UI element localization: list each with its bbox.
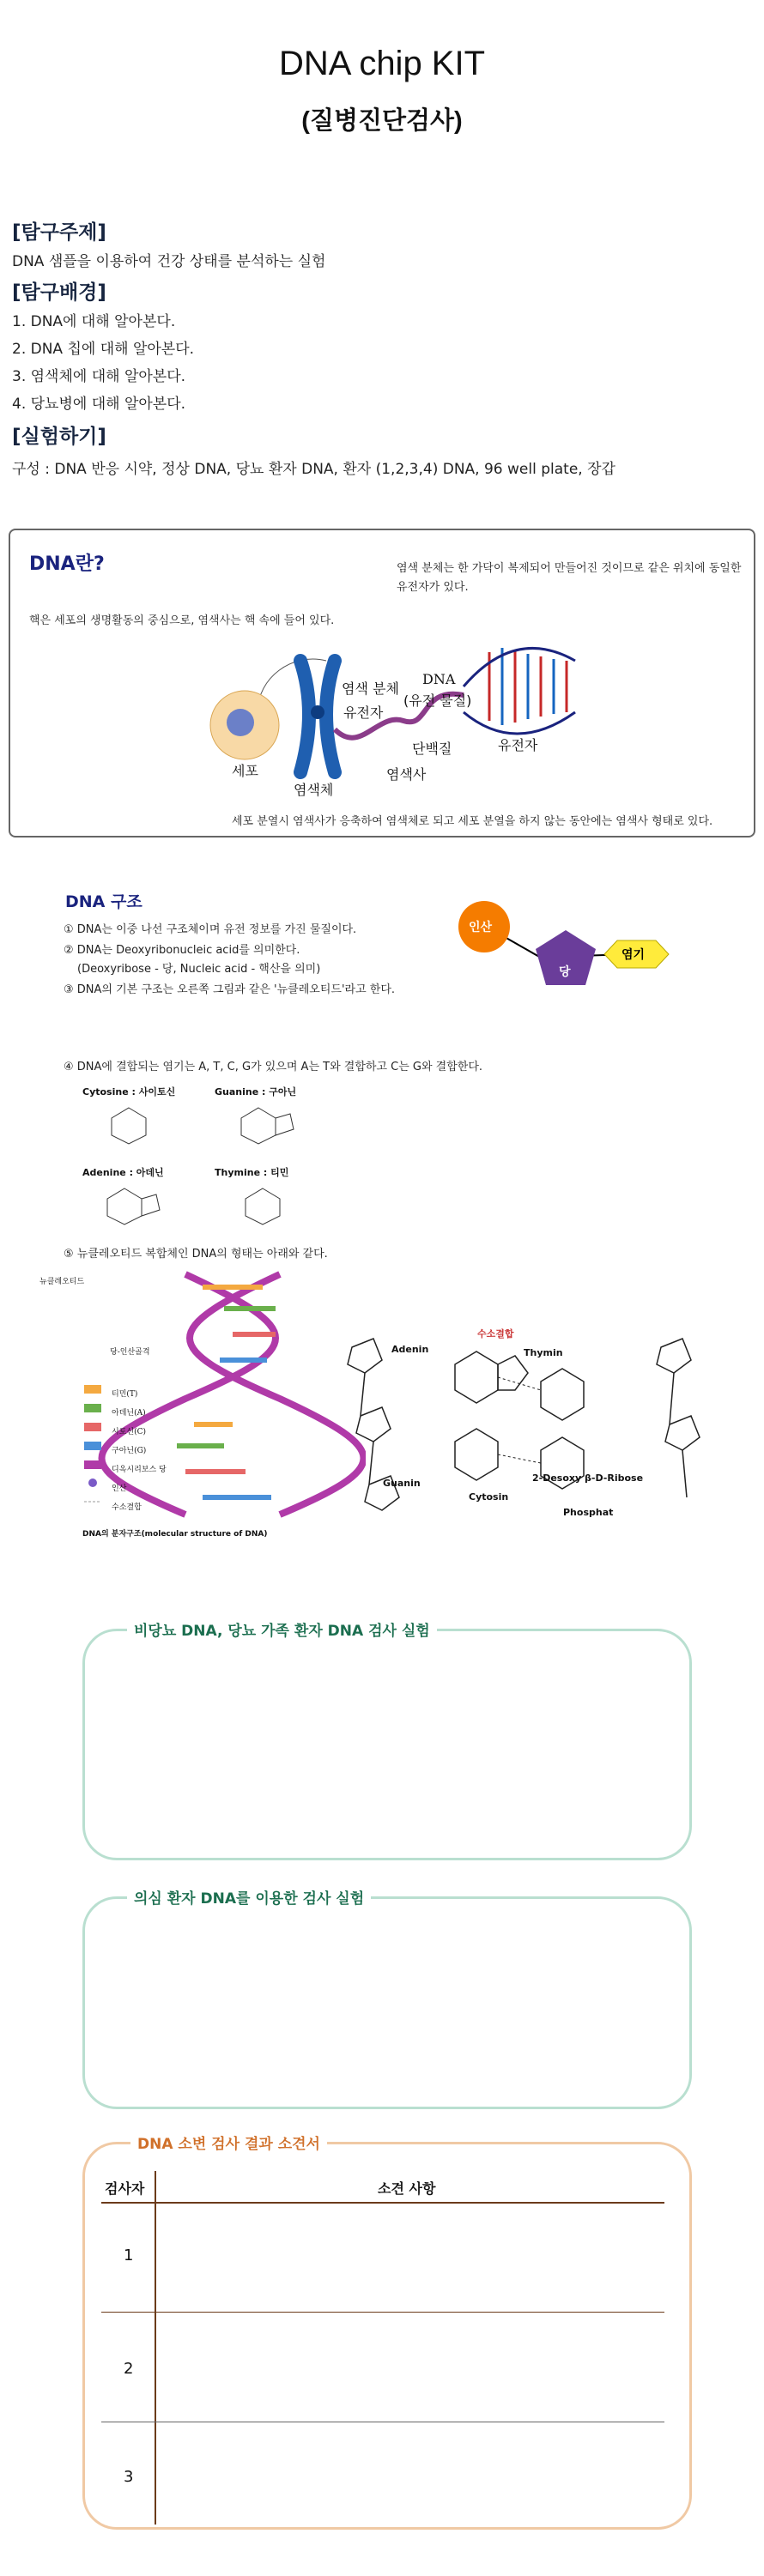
cytosine-structure-icon — [103, 1104, 155, 1146]
note-left: 핵은 세포의 생명활동의 중심으로, 염색사는 핵 속에 들어 있다. — [29, 614, 335, 627]
note-bottom: 세포 분열시 염색사가 응축하여 염색체로 되고 세포 분열을 하지 않는 동안에는 염색사 형태로 있다. — [232, 815, 713, 828]
legend-item: 시토신(C) — [112, 1428, 146, 1436]
mol-label-adenin: Adenin — [391, 1344, 429, 1355]
base-label-thymine: Thymine : 티민 — [215, 1167, 289, 1178]
result-frame-label: DNA 소변 검사 결과 소견서 — [130, 2132, 327, 2153]
nucleotide-base-label: 염기 — [622, 948, 646, 962]
experiment-text: 구성 : DNA 반응 시약, 정상 DNA, 당뇨 환자 DNA, 환자 (1,2,3,4) DNA, 96 well plate, 장갑 — [12, 461, 615, 478]
label-chromosome: 염색체 — [294, 782, 334, 798]
legend-item: 인산 — [112, 1485, 127, 1493]
experiment-heading: [실험하기] — [12, 426, 106, 448]
mol-label-thymin: Thymin — [524, 1347, 563, 1358]
nucleotide-sugar-label: 당 — [559, 965, 571, 979]
table-row-rule — [101, 2312, 664, 2313]
structure-point: ① DNA는 이중 나선 구조체이며 유전 정보를 가진 물질이다. — [64, 923, 357, 936]
label-protein: 단백질 — [412, 741, 452, 757]
legend-item: 구아닌(G) — [112, 1447, 147, 1455]
adenine-structure-icon — [103, 1184, 163, 1227]
legend-item: 디옥시리보스 당 — [112, 1466, 167, 1474]
structure-point-4: ④ DNA에 결합되는 염기는 A, T, C, G가 있으며 A는 T와 결합하고 C는 G와 결합한다. — [64, 1061, 483, 1073]
table-row-number: 1 — [124, 2246, 134, 2265]
label-cell: 세포 — [232, 763, 258, 779]
structure-point: ③ DNA의 기본 구조는 오른쪽 그림과 같은 '뉴클레오티드'라고 한다. — [64, 983, 396, 996]
background-item: 3. 염색체에 대해 알아본다. — [12, 368, 186, 385]
helix-label-backbone: 당-인산골격 — [110, 1348, 150, 1357]
base-label-guanine: Guanine : 구아닌 — [215, 1086, 297, 1098]
frame-2-label: 의심 환자 DNA를 이용한 검사 실험 — [127, 1886, 371, 1908]
label-dna: DNA — [422, 671, 456, 687]
background-item: 2. DNA 칩에 대해 알아본다. — [12, 341, 195, 358]
frame-1-label: 비당뇨 DNA, 당뇨 가족 환자 DNA 검사 실험 — [127, 1618, 437, 1640]
base-label-cytosine: Cytosine : 사이토신 — [82, 1086, 176, 1098]
background-item: 4. 당뇨병에 대해 알아본다. — [12, 396, 186, 413]
page-subtitle: (질병진단검사) — [301, 107, 463, 135]
table-row-number: 3 — [124, 2468, 134, 2486]
dna-structure-heading: DNA 구조 — [65, 892, 142, 911]
label-gene2: 유전자 — [498, 737, 538, 753]
structure-point: (Deoxyribose - 당, Nucleic acid - 핵산을 의미) — [77, 963, 321, 976]
helix-legend-swatches — [82, 1385, 105, 1519]
note-top: 염색 분체는 한 가닥이 복제되어 만들어진 것이므로 같은 위치에 동일한 유전자가 있다. — [397, 562, 742, 594]
table-header-examiner: 검사자 — [105, 2180, 145, 2197]
structure-point: ② DNA는 Deoxyribonucleic acid를 의미한다. — [64, 944, 300, 957]
helix-label-nucleotide: 뉴클레오티드 — [39, 1278, 85, 1286]
topic-text: DNA 샘플을 이용하여 건강 상태를 분석하는 실험 — [12, 253, 326, 270]
legend-item: 티민(T) — [112, 1390, 138, 1399]
experiment-frame-1 — [82, 1629, 692, 1860]
background-item: 1. DNA에 대해 알아본다. — [12, 313, 176, 330]
label-chromatid: 염색 분체 — [342, 680, 399, 697]
page-title: DNA chip KIT — [278, 45, 486, 82]
result-frame — [82, 2142, 692, 2530]
mol-label-guanin: Guanin — [383, 1478, 421, 1489]
legend-item: 수소결합 — [112, 1503, 142, 1512]
label-gene: 유전자 — [343, 704, 384, 721]
mol-label-cytosin: Cytosin — [469, 1491, 509, 1503]
label-chromatin: 염색사 — [386, 766, 427, 783]
guanine-structure-icon — [237, 1104, 297, 1146]
nucleotide-phosphate-label: 인산 — [469, 921, 493, 934]
table-header-rule — [101, 2202, 664, 2204]
table-row-number: 2 — [124, 2360, 134, 2378]
label-dna-sub: (유전 물질) — [403, 692, 472, 709]
table-column-rule — [155, 2171, 156, 2525]
mol-label-hbond: 수소결합 — [477, 1328, 514, 1339]
structure-point-5: ⑤ 뉴클레오티드 복합체인 DNA의 형태는 아래와 같다. — [64, 1248, 328, 1261]
helix-legend — [112, 1385, 167, 1517]
table-header-findings: 소견 사항 — [378, 2180, 436, 2197]
legend-item: 아데닌(A) — [112, 1409, 146, 1418]
base-label-adenine: Adenine : 아데닌 — [82, 1167, 164, 1178]
background-heading: [탐구배경] — [12, 281, 106, 304]
mol-label-phosphat: Phosphat — [563, 1507, 614, 1518]
experiment-frame-2 — [82, 1896, 692, 2109]
topic-heading: [탐구주제] — [12, 221, 106, 244]
thymine-structure-icon — [237, 1184, 288, 1227]
mol-label-ribose: 2-Desoxy β-D-Ribose — [532, 1472, 644, 1484]
helix-caption: DNA의 분자구조(molecular structure of DNA) — [82, 1530, 268, 1539]
what-is-dna-heading: DNA란? — [29, 553, 105, 575]
